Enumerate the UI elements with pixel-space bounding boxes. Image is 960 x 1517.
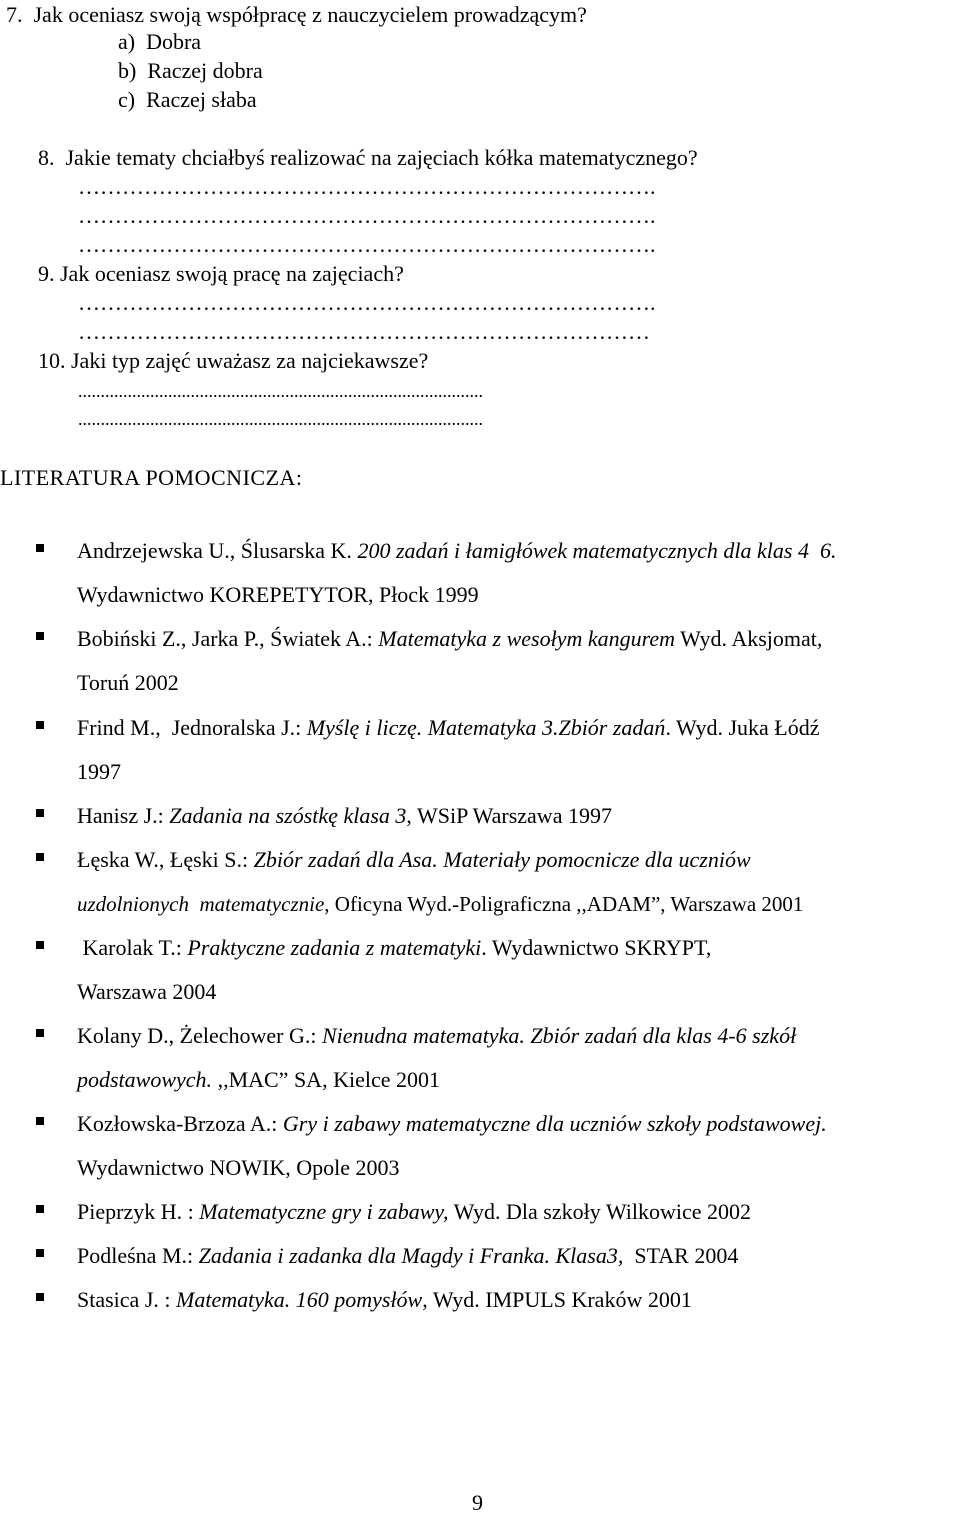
bib-entry: Hanisz J.: Zadania na szóstkę klasa 3, WSiP Warszawa 1997 xyxy=(77,803,612,828)
option-b: b) Raczej dobra xyxy=(118,58,263,83)
answer-line: …………………………………………………………………… xyxy=(78,319,650,344)
question-8: 8. Jakie tematy chciałbyś realizować na zajęciach kółka matematycznego? xyxy=(38,145,698,170)
bib-entry: Kolany D., Żelechower G.: Nienudna matematyka. Zbiór zadań dla klas 4-6 szkół xyxy=(77,1023,797,1048)
bib-entry: Bobiński Z., Jarka P., Światek A.: Matematyka z wesołym kangurem Wyd. Aksjomat, xyxy=(77,626,823,651)
bib-entry: Stasica J. : Matematyka. 160 pomysłów, Wyd. IMPULS Kraków 2001 xyxy=(77,1287,692,1312)
question-9: 9. Jak oceniasz swoją pracę na zajęciach? xyxy=(38,261,404,286)
question-7: 7. Jak oceniasz swoją współpracę z nauczycielem prowadzącym? xyxy=(6,2,587,27)
bullet-icon xyxy=(36,1029,44,1037)
answer-line: ……………………………………………………………………. xyxy=(78,232,656,257)
bullet-icon xyxy=(36,721,44,729)
option-a: a) Dobra xyxy=(118,29,202,54)
bullet-icon xyxy=(36,544,44,552)
answer-line: ……………………………………………………………………. xyxy=(78,203,656,228)
bib-entry: Kozłowska-Brzoza A.: Gry i zabawy matematyczne dla uczniów szkoły podstawowej. xyxy=(77,1111,827,1136)
option-c: c) Raczej słaba xyxy=(118,87,257,112)
answer-line: ……………………………………………………………………. xyxy=(78,174,656,199)
bullet-icon xyxy=(36,1205,44,1213)
bib-entry: Pieprzyk H. : Matematyczne gry i zabawy, Wyd. Dla szkoły Wilkowice 2002 xyxy=(77,1199,751,1224)
bullet-icon xyxy=(36,853,44,861)
literature-heading: LITERATURA POMOCNICZA: xyxy=(0,465,303,490)
bib-entry: Andrzejewska U., Ślusarska K. 200 zadań i łamigłówek matematycznych dla klas 4 6. xyxy=(77,538,837,563)
bullet-icon xyxy=(36,632,44,640)
bullet-icon xyxy=(36,1117,44,1125)
bullet-icon xyxy=(36,941,44,949)
page-number: 9 xyxy=(472,1490,483,1515)
bib-entry-cont: Wydawnictwo NOWIK, Opole 2003 xyxy=(77,1155,400,1180)
bib-entry: Łęska W., Łęski S.: Zbiór zadań dla Asa. Materiały pomocnicze dla uczniów xyxy=(77,847,751,872)
bib-entry-cont: 1997 xyxy=(77,759,121,784)
bib-entry: Podleśna M.: Zadania i zadanka dla Magdy i Franka. Klasa3, STAR 2004 xyxy=(77,1243,739,1268)
bullet-icon xyxy=(36,1293,44,1301)
bullet-icon xyxy=(36,809,44,817)
answer-line: .......................................................................................... xyxy=(78,409,483,429)
answer-line: .......................................................................................... xyxy=(78,381,483,401)
answer-line: ……………………………………………………………………. xyxy=(78,290,656,315)
bib-entry-cont: podstawowych. ,,MAC” SA, Kielce 2001 xyxy=(77,1067,440,1092)
bib-entry-cont: Wydawnictwo KOREPETYTOR, Płock 1999 xyxy=(77,582,479,607)
bib-entry-cont: uzdolnionych matematycznie, Oficyna Wyd.-Poligraficzna ,,ADAM”, Warszawa 2001 xyxy=(77,892,804,916)
bib-entry: Karolak T.: Praktyczne zadania z matematyki. Wydawnictwo SKRYPT, xyxy=(77,935,712,960)
bib-entry-cont: Toruń 2002 xyxy=(77,670,179,695)
bib-entry-cont: Warszawa 2004 xyxy=(77,979,217,1004)
question-10: 10. Jaki typ zajęć uważasz za najciekawsze? xyxy=(38,348,429,373)
bib-entry: Frind M., Jednoralska J.: Myślę i liczę. Matematyka 3.Zbiór zadań. Wyd. Juka Łódź xyxy=(77,715,820,740)
bullet-icon xyxy=(36,1249,44,1257)
